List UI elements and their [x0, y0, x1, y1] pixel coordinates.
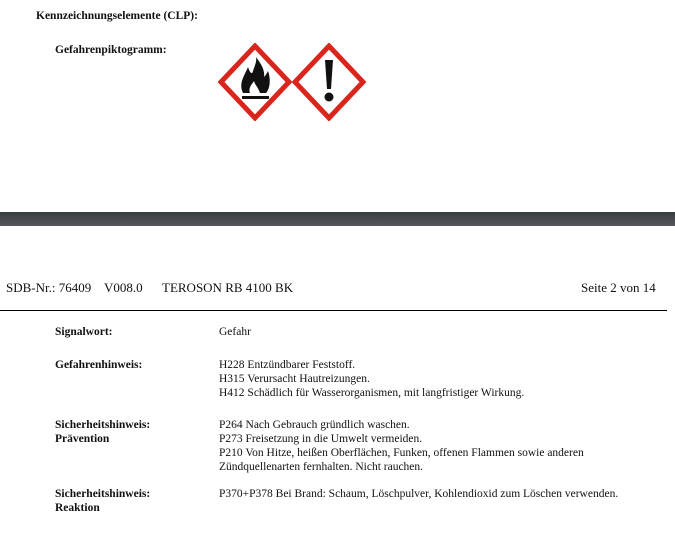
flame-icon: [221, 46, 289, 118]
pictograms: [218, 43, 368, 121]
row-value: H228 Entzündbarer Feststoff. H315 Verursacht Hautreizungen. H412 Schädlich für Wasserorganismen, mit langfristiger Wirkung.: [219, 359, 525, 399]
exclamation-icon: [295, 46, 363, 118]
row-value: Gefahr: [219, 326, 251, 338]
row-label: Gefahrenhinweis:: [55, 359, 143, 371]
page-number: Seite 2 von 14: [581, 280, 656, 295]
row-label: Sicherheitshinweis: Reaktion: [55, 488, 151, 514]
row-value: P370+P378 Bei Brand: Schaum, Löschpulver, Kohlendioxid zum Löschen verwenden.: [219, 488, 619, 500]
version: V008.0: [104, 280, 143, 295]
row-label: Sicherheitshinweis: Prävention: [55, 419, 151, 445]
sdb-number: SDB-Nr.: 76409: [6, 280, 92, 295]
row-value: P264 Nach Gebrauch gründlich waschen. P273 Freisetzung in die Umwelt vermeiden. P210 Von Hitze, heißen Oberflächen, Funken, offenen Flammen sowie anderen Zündquellenarten fernhalten. Nicht rauchen.: [219, 419, 584, 473]
page-break-bar: [0, 212, 675, 226]
header-divider: [0, 310, 667, 311]
row-label: Signalwort:: [55, 326, 113, 338]
section-title: Kennzeichnungselemente (CLP):: [36, 10, 198, 22]
pictogram-label: Gefahrenpiktogramm:: [55, 44, 167, 56]
product-name: TEROSON RB 4100 BK: [162, 280, 294, 295]
